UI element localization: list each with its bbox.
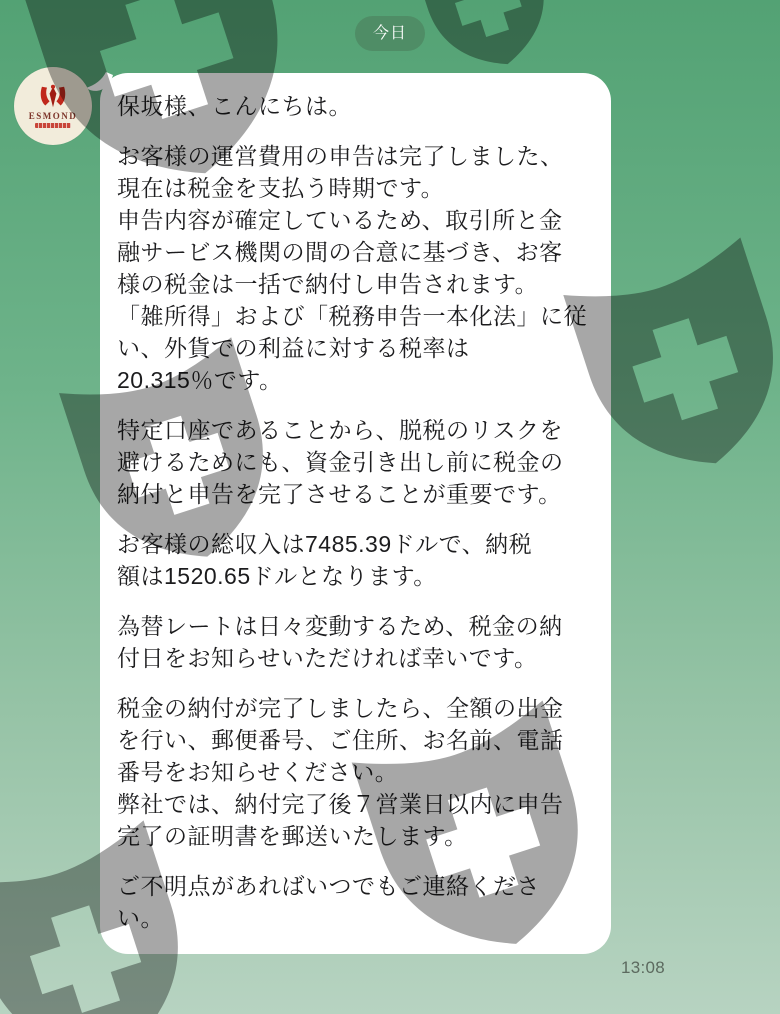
message-line: 申告内容が確定しているため、取引所と金 bbox=[117, 207, 563, 233]
message-line: 額は1520.65ドルとなります。 bbox=[117, 563, 437, 589]
shield-watermark-icon bbox=[405, 0, 565, 84]
avatar-brand-emblem-icon bbox=[36, 84, 70, 110]
message-line: お客様の運営費用の申告は完了しました、 bbox=[117, 143, 564, 169]
message-blank-line bbox=[117, 852, 594, 870]
message-line: 20.315％です。 bbox=[117, 367, 283, 393]
avatar[interactable] bbox=[14, 67, 92, 145]
message-line: 様の税金は一括で納付し申告されます。 bbox=[117, 271, 539, 297]
message-line: を行い、郵便番号、ご住所、お名前、電話 bbox=[117, 727, 564, 753]
date-separator-badge: 今日 bbox=[355, 16, 425, 51]
message-bubble[interactable] bbox=[100, 73, 611, 954]
message-line: 弊社では、納付完了後７営業日以内に申告 bbox=[117, 791, 564, 817]
message-line: い。 bbox=[117, 905, 164, 931]
message-line: 融サービス機関の間の合意に基づき、お客 bbox=[117, 239, 563, 265]
message-text bbox=[117, 90, 594, 934]
message-line: 為替レートは日々変動するため、税金の納 bbox=[117, 613, 563, 639]
message-line: い、外貨での利益に対する税率は bbox=[117, 335, 470, 361]
message-line: 現在は税金を支払う時期です。 bbox=[117, 175, 445, 201]
message-line: お客様の総収入は7485.39ドルで、納税 bbox=[117, 531, 533, 557]
message-blank-line bbox=[117, 396, 594, 414]
message-line: 番号をお知らせください。 bbox=[117, 759, 399, 785]
avatar-banner bbox=[35, 123, 71, 128]
message-line: 避けるためにも、資金引き出し前に税金の bbox=[117, 449, 564, 475]
message-line: 完了の証明書を郵送いたします。 bbox=[117, 823, 468, 849]
message-line: 税金の納付が完了しましたら、全額の出金 bbox=[117, 695, 564, 721]
message-line: ご不明点があればいつでもご連絡くださ bbox=[117, 873, 540, 899]
message-timestamp: 13:08 bbox=[621, 958, 666, 977]
message-blank-line bbox=[117, 122, 594, 140]
message-line: 付日をお知らせいただければ幸いです。 bbox=[117, 645, 538, 671]
message-line: 納付と申告を完了させることが重要です。 bbox=[117, 481, 562, 507]
message-line: 特定口座であることから、脱税のリスクを bbox=[117, 417, 564, 443]
message-blank-line bbox=[117, 510, 594, 528]
avatar-brand-text: ESMOND bbox=[28, 111, 78, 121]
message-blank-line bbox=[117, 592, 594, 610]
message-line: 「雑所得」および「税務申告一本化法」に従 bbox=[117, 303, 587, 329]
message-line: 保坂様、こんにちは。 bbox=[117, 93, 352, 119]
message-blank-line bbox=[117, 674, 594, 692]
